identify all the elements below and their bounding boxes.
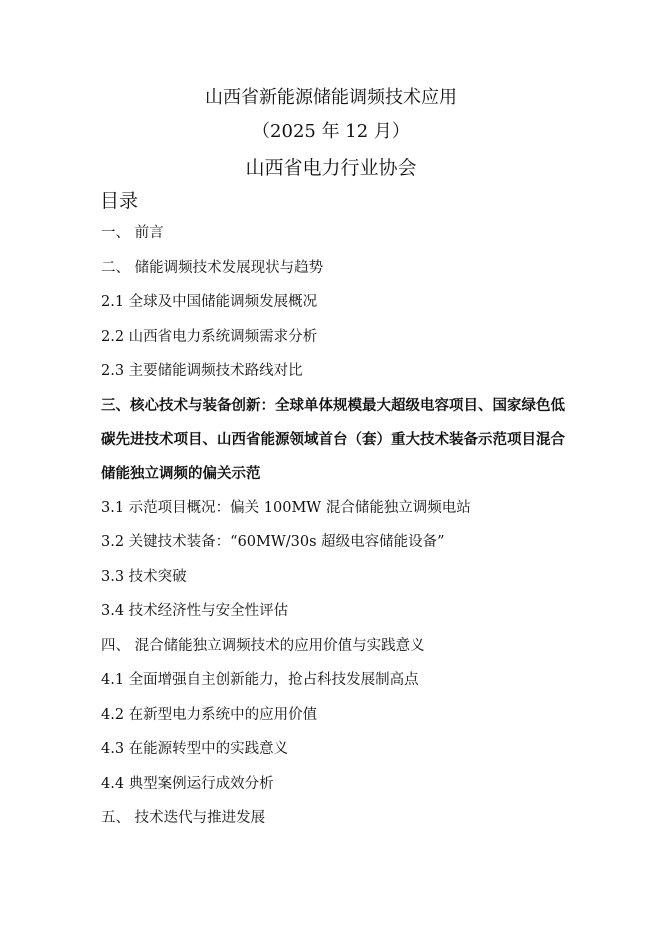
toc-item: 一、 前言 [101,225,164,241]
toc-item: 4.4 典型案例运行成效分析 [101,775,274,792]
toc-item: 2.3 主要储能调频技术路线对比 [101,363,303,379]
toc-item: 五、 技术迭代与推进发展 [101,810,266,826]
toc-item: 2.1 全球及中国储能调频发展概况 [101,294,318,310]
toc-item-section-3: 三、核心技术与装备创新：全球单体规模最大超级电容项目、国家绿色低碳先进技术项目、山西省能源领域首台（套）重大技术装备示范项目混合储能独立调频的偏关示范 [101,396,565,482]
toc-item: 二、 储能调频技术发展现状与趋势 [101,259,324,276]
document-date: （2025 年 12 月） [252,121,410,142]
toc-item: 4.1 全面增强自主创新能力，抢占科技发展制高点 [101,672,419,688]
table-of-contents [101,223,571,843]
toc-item: 3.1 示范项目概况：偏关 100MW 混合储能独立调频电站 [101,499,471,516]
toc-item: 3.4 技术经济性与安全性评估 [101,603,289,619]
toc-item: 3.3 技术突破 [101,568,187,585]
toc-item: 4.3 在能源转型中的实践意义 [101,741,289,757]
toc-item: 4.2 在新型电力系统中的应用价值 [101,706,318,723]
document-title: 山西省新能源储能调频技术应用 [205,87,457,108]
toc-item: 2.2 山西省电力系统调频需求分析 [101,328,318,345]
toc-item: 四、 混合储能独立调频技术的应用价值与实践意义 [101,637,425,654]
toc-item: 3.2 关键技术装备：“60MW/30s 超级电容储能设备” [101,534,445,550]
toc-heading: 目录 [100,190,139,212]
document-organization: 山西省电力行业协会 [245,157,417,179]
